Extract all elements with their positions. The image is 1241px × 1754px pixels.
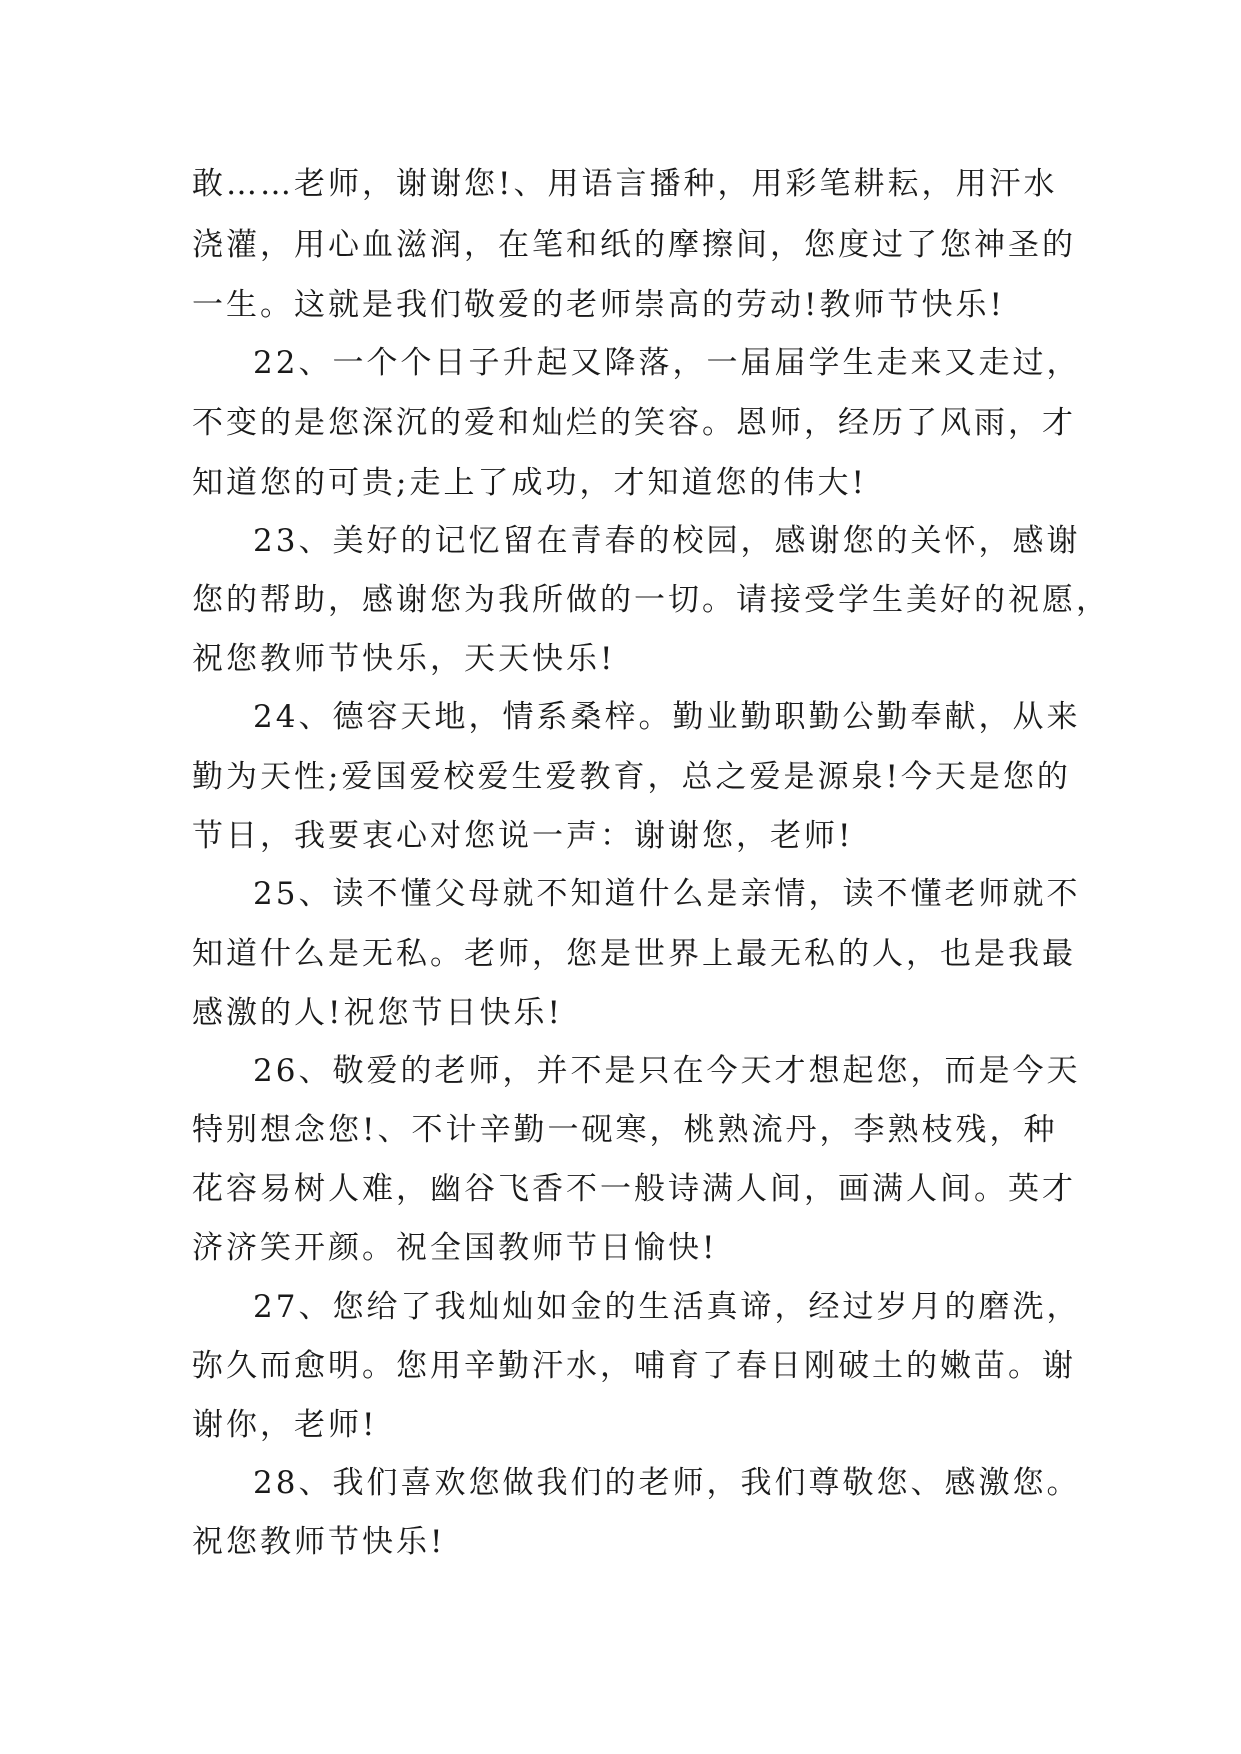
text-line: 谢你，老师! [192, 1407, 378, 1443]
text-line: 感激的人!祝您节日快乐! [192, 995, 563, 1031]
text-line: 勤为天性;爱国爱校爱生爱教育，总之爱是源泉!今天是您的 [192, 759, 1071, 795]
text-line: 一生。这就是我们敬爱的老师崇高的劳动!教师节快乐! [192, 287, 1005, 323]
text-line: 节日，我要衷心对您说一声：谢谢您，老师! [192, 818, 854, 854]
text-line: 知道什么是无私。老师，您是世界上最无私的人，也是我最 [192, 936, 1076, 972]
text-line: 不变的是您深沉的爱和灿烂的笑容。恩师，经历了风雨，才 [192, 405, 1076, 441]
text-line: 特别想念您!、不计辛勤一砚寒，桃熟流丹，李熟枝残，种 [192, 1112, 1058, 1148]
text-line: 济济笑开颜。祝全国教师节日愉快! [192, 1230, 718, 1266]
text-line: 敢……老师，谢谢您!、用语言播种，用彩笔耕耘，用汗水 [192, 166, 1058, 202]
paragraph-start-22: 22、一个个日子升起又降落，一届届学生走来又走过， [253, 345, 1081, 381]
paragraph-start-27: 27、您给了我灿灿如金的生活真谛，经过岁月的磨洗， [253, 1289, 1081, 1325]
paragraph-start-23: 23、美好的记忆留在青春的校园，感谢您的关怀，感谢 [253, 523, 1081, 559]
paragraph-start-26: 26、敬爱的老师，并不是只在今天才想起您，而是今天 [253, 1053, 1081, 1089]
text-line: 浇灌，用心血滋润，在笔和纸的摩擦间，您度过了您神圣的 [192, 227, 1076, 263]
text-line: 知道您的可贵;走上了成功，才知道您的伟大! [192, 465, 867, 501]
text-line: 祝您教师节快乐，天天快乐! [192, 641, 616, 677]
text-line: 花容易树人难，幽谷飞香不一般诗满人间，画满人间。英才 [192, 1171, 1076, 1207]
paragraph-start-28: 28、我们喜欢您做我们的老师，我们尊敬您、感激您。 [253, 1465, 1081, 1501]
paragraph-start-25: 25、读不懂父母就不知道什么是亲情，读不懂老师就不 [253, 876, 1081, 912]
text-line: 祝您教师节快乐! [192, 1524, 446, 1560]
text-line: 您的帮助，感谢您为我所做的一切。请接受学生美好的祝愿， [192, 582, 1110, 618]
text-line: 弥久而愈明。您用辛勤汗水，哺育了春日刚破土的嫩苗。谢 [192, 1348, 1076, 1384]
paragraph-start-24: 24、德容天地，情系桑梓。勤业勤职勤公勤奉献，从来 [253, 699, 1081, 735]
